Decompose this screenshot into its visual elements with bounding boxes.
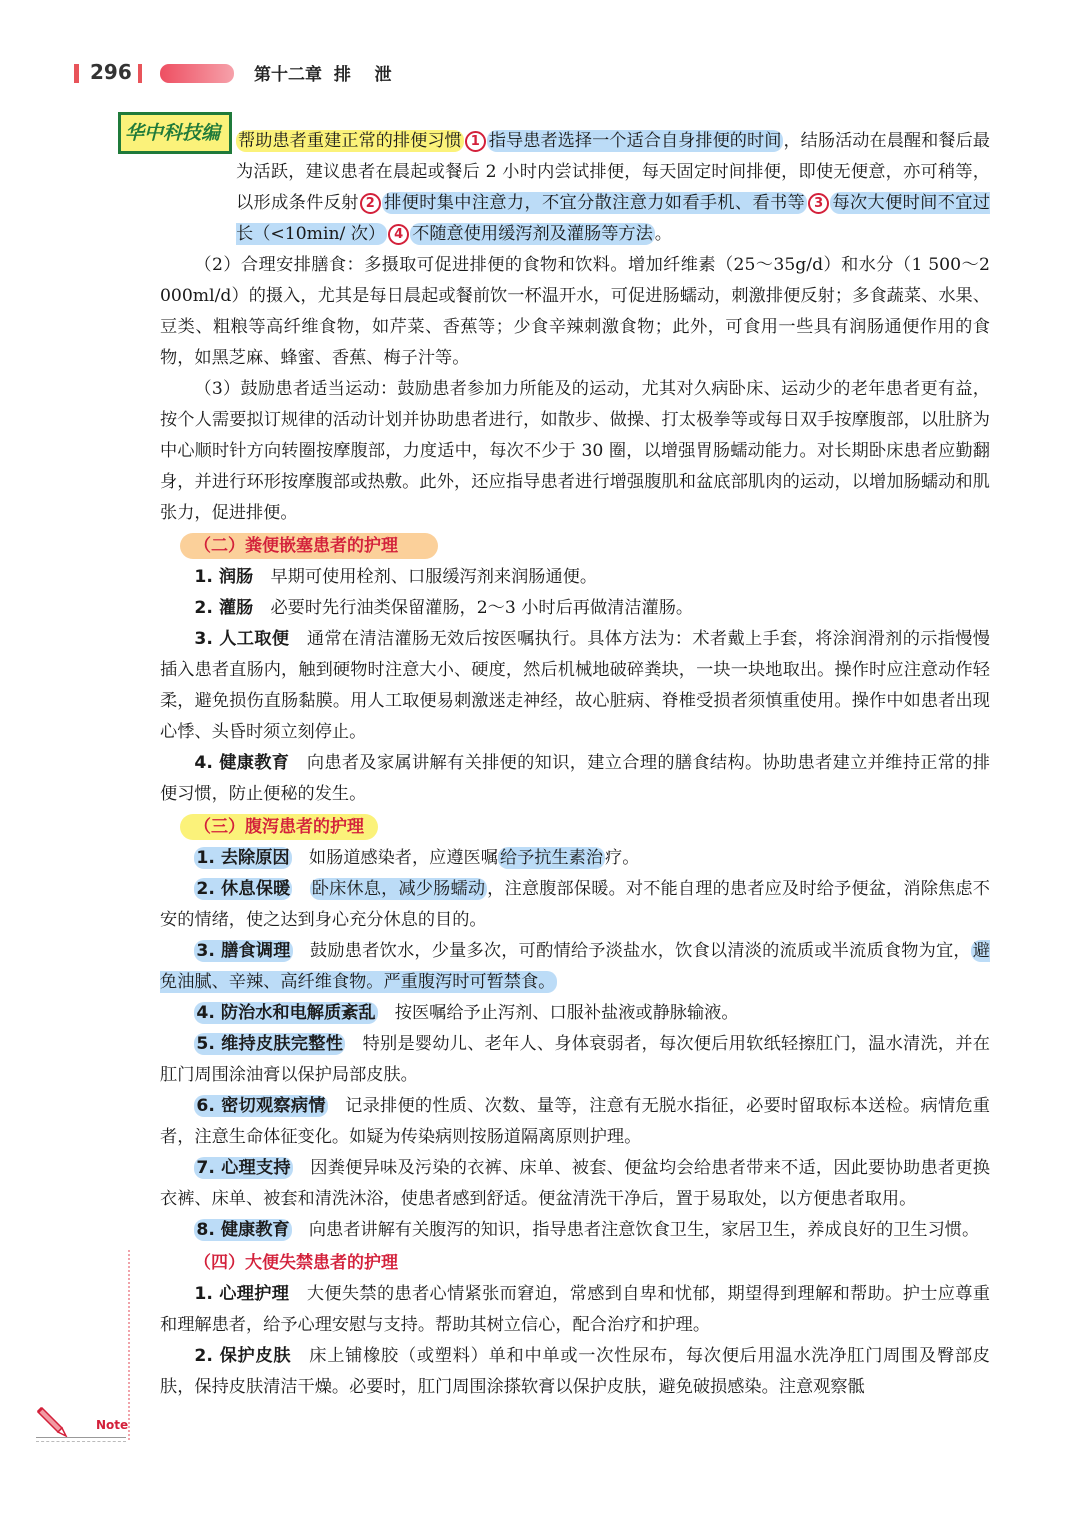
list-item	[160, 1341, 990, 1403]
list-item	[160, 624, 990, 748]
list-item	[160, 1153, 990, 1215]
list-item	[160, 936, 990, 998]
item-label: 1. 润肠	[194, 567, 254, 587]
text-segment: 。	[654, 224, 672, 244]
item-label: 3. 膳食调理	[196, 941, 291, 961]
highlight-blue: 不随意使用缓泻剂及灌肠等方法	[412, 224, 653, 244]
highlight-yellow: 帮助患者重建正常的排便习惯	[238, 131, 462, 151]
list-item	[160, 1279, 990, 1341]
header-bar-right	[138, 64, 142, 83]
list-item	[160, 1029, 990, 1091]
item-text: 特别是婴幼儿、老年人、身体衰弱者，每次便后用软纸轻擦肛门，温水清洗，并在肛门周围涂油膏以保护局部皮肤。	[160, 1034, 990, 1085]
note-rule	[36, 1441, 126, 1442]
circled-mark-3: 3	[808, 193, 829, 214]
highlight-blue: 给予抗生素治	[499, 848, 604, 868]
item-label: 4. 健康教育	[194, 753, 290, 773]
paragraph-exercise: （3）鼓励患者适当运动：鼓励患者参加力所能及的运动，尤其对久病卧床、运动少的老年患者更有益，按个人需要拟订规律的活动计划并协助患者进行，如散步、做操、打太极拳等或每日双手按摩腹部，以肚脐为中心顺时针方向转圈按摩腹部，力度适中，每次不少于 30 圈，以增强胃肠蠕动能力。对长期卧床患者应勤翻身，并进行环形按摩腹部或热敷。此外，还应指导患者进行增强腹肌和盆底部肌肉的运动，以增加肠蠕动和肌张力，促进排便。	[160, 379, 990, 523]
note-rule	[36, 1437, 126, 1438]
item-label: 7. 心理支持	[196, 1158, 291, 1178]
item-label: 5. 维持皮肤完整性	[196, 1034, 344, 1054]
note-marker	[36, 1404, 129, 1444]
pencil-icon	[36, 1404, 76, 1438]
item-label: 2. 灌肠	[194, 598, 254, 618]
note-label: Note	[96, 1418, 129, 1432]
item-text: 向患者及家属讲解有关排便的知识，建立合理的膳食结构。协助患者建立并维持正常的排便习惯，防止便秘的发生。	[160, 753, 990, 804]
item-label: 2. 保护皮肤	[194, 1346, 292, 1366]
header-decor-block	[160, 64, 234, 83]
circled-mark-2: 2	[360, 193, 381, 214]
list-item	[160, 748, 990, 810]
highlight-blue: 每次大便时间不宜过长（<10min/ 次）	[236, 193, 990, 244]
item-text: 按医嘱给予止泻剂、口服补盐液或静脉输液。	[394, 1003, 739, 1023]
section-title-incontinence: （四）大便失禁患者的护理	[194, 1253, 398, 1273]
item-text: 床上铺橡胶（或塑料）单和中单或一次性尿布，每次便后用温水洗净肛门周围及臀部皮肤，保持皮肤清洁干燥。必要时，肛门周围涂搽软膏以保护皮肤，避免破损感染。注意观察骶	[160, 1346, 990, 1397]
item-text: 通常在清洁灌肠无效后按医嘱执行。具体方法为：术者戴上手套，将涂润滑剂的示指慢慢插入患者直肠内，触到硬物时注意大小、硬度，然后机械地破碎粪块，一块一块地取出。操作时应注意动作轻柔，避免损伤直肠黏膜。用人工取便易刺激迷走神经，故心脏病、脊椎受损者须慎重使用。操作中如患者出现心悸、头昏时须立刻停止。	[160, 629, 990, 742]
text-segment: ，结肠活动在晨醒和餐后最为活跃，建议患者在晨起或餐后 2 小时内尝试排便，每天固定时间排便，即使无便意，亦可稍等，以形成条件反射	[236, 131, 990, 213]
highlight-blue: 排便时集中注意力，不宜分散注意力如看手机、看书等	[383, 193, 806, 213]
highlight-blue: 避免油腻、辛辣、高纤维食物。严重腹泻时可暂禁食。	[160, 941, 990, 992]
list-item	[160, 843, 990, 874]
item-label: 3. 人工取便	[194, 629, 290, 649]
circled-mark-1: 1	[465, 131, 486, 152]
paragraph-diet: （2）合理安排膳食：多摄取可促进排便的食物和饮料。增加纤维素（25～35g/d）和水分（1 500～2 000ml/d）的摄入，尤其是每日晨起或餐前饮一杯温开水，可促进肠蠕动，刺激排便反射；多食蔬菜、水果、豆类、粗粮等高纤维食物，如芹菜、香蕉等；少食辛辣刺激食物；此外，可食用一些具有润肠通便作用的食物，如黑芝麻、蜂蜜、香蕉、梅子汁等。	[160, 255, 990, 368]
item-text: 大便失禁的患者心情紧张而窘迫，常感到自卑和忧郁，期望得到理解和帮助。护士应尊重和理解患者，给予心理安慰与支持。帮助其树立信心，配合治疗和护理。	[160, 1284, 990, 1335]
list-item	[160, 593, 990, 624]
item-text: 记录排便的性质、次数、量等，注意有无脱水指征，必要时留取标本送检。病情危重者，注意生命体征变化。如疑为传染病则按肠道隔离原则护理。	[160, 1096, 990, 1147]
highlight-blue: 指导患者选择一个适合自身排便的时间	[488, 131, 782, 151]
item-text: 早期可使用栓剂、口服缓泻剂来润肠通便。	[270, 567, 598, 587]
highlight-blue: 卧床休息，减少肠蠕动	[311, 879, 486, 899]
list-item	[160, 874, 990, 936]
item-text: 必要时先行油类保留灌肠，2～3 小时后再做清洁灌肠。	[270, 598, 694, 618]
margin-dotted-line	[128, 1250, 130, 1440]
list-item	[160, 562, 990, 593]
handwritten-stamp: 华中科技编	[118, 112, 232, 154]
item-label: 1. 去除原因	[196, 848, 290, 868]
item-text: 如肠道感染者，应遵医嘱	[308, 848, 498, 868]
item-label: 6. 密切观察病情	[196, 1096, 326, 1116]
item-text: 因粪便异味及污染的衣裤、床单、被套、便盆均会给患者带来不适，因此要协助患者更换衣裤、床单、被套和清洗沐浴，使患者感到舒适。便盆清洗干净后，置于易取处，以方便患者取用。	[160, 1158, 990, 1209]
item-text: 疗。	[605, 848, 640, 868]
item-label: 4. 防治水和电解质紊乱	[196, 1003, 376, 1023]
section-title-diarrhea: （三）腹泻患者的护理	[180, 814, 378, 840]
page-header	[70, 58, 1020, 88]
item-label: 8. 健康教育	[196, 1220, 290, 1240]
list-item	[160, 1091, 990, 1153]
item-label: 1. 心理护理	[194, 1284, 290, 1304]
list-item	[160, 1215, 990, 1246]
item-label: 2. 休息保暖	[196, 879, 291, 899]
page-number: 296	[90, 60, 132, 84]
list-item	[160, 998, 990, 1029]
circled-mark-4: 4	[388, 224, 409, 245]
section-title-impaction: （二）粪便嵌塞患者的护理	[180, 533, 438, 559]
item-text: 鼓励患者饮水，少量多次，可酌情给予淡盐水，饮食以清淡的流质或半流质食物为宜，	[310, 941, 971, 961]
header-bar-left	[74, 64, 79, 83]
chapter-title: 第十二章 排 泄	[254, 65, 392, 85]
item-text: 向患者讲解有关腹泻的知识，指导患者注意饮食卫生，家居卫生，养成良好的卫生习惯。	[308, 1220, 980, 1240]
item-text: ，注意腹部保暖。对不能自理的患者应及时给予便盆，消除焦虑不安的情绪，使之达到身心充分休息的目的。	[160, 879, 990, 930]
page-body	[160, 126, 990, 1403]
paragraph-bowel-habit	[160, 126, 990, 250]
